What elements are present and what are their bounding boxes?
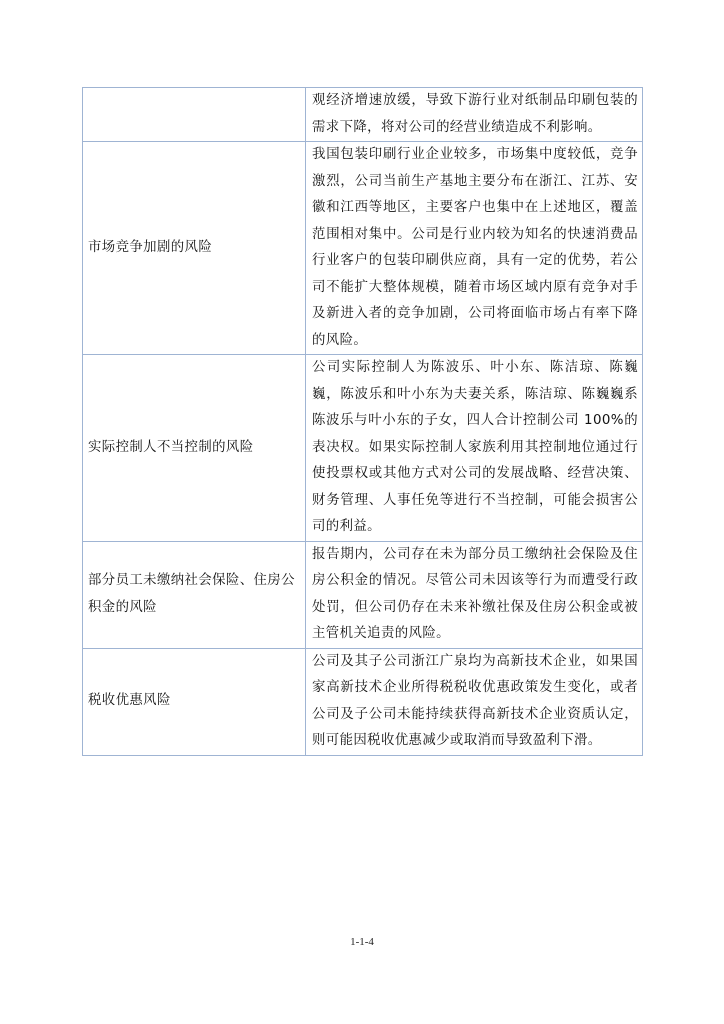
risk-name-cell: 实际控制人不当控制的风险	[83, 355, 306, 542]
page-number: 1-1-4	[350, 936, 374, 948]
table-row	[83, 541, 643, 648]
risk-description-cell: 公司实际控制人为陈波乐、叶小东、陈洁琼、陈巍巍，陈波乐和叶小东为夫妻关系，陈洁琼、陈巍巍系陈波乐与叶小东的子女，四人合计控制公司 100%的表决权。如果实际控制人家族利用其控制地位通过行使投票权或其他方式对公司的发展战略、经营决策、财务管理、人事任免等进行不当控制，可能会损害公司的利益。	[306, 355, 643, 542]
table-row	[83, 88, 643, 142]
risk-description-cell: 我国包装印刷行业企业较多，市场集中度较低，竞争激烈，公司当前生产基地主要分布在浙江、江苏、安徽和江西等地区，主要客户也集中在上述地区，覆盖范围相对集中。公司是行业内较为知名的快速消费品行业客户的包装印刷供应商，具有一定的优势，若公司不能扩大整体规模，随着市场区域内原有竞争对手及新进入者的竞争加剧，公司将面临市场占有率下降的风险。	[306, 142, 643, 355]
risk-factor-table	[82, 87, 643, 756]
risk-name-cell: 部分员工未缴纳社会保险、住房公积金的风险	[83, 541, 306, 648]
risk-description-cell: 观经济增速放缓，导致下游行业对纸制品印刷包装的需求下降，将对公司的经营业绩造成不利影响。	[306, 88, 643, 142]
table-row	[83, 355, 643, 542]
table-row	[83, 648, 643, 755]
table-row	[83, 142, 643, 355]
risk-name-cell	[83, 88, 306, 142]
risk-name-cell: 税收优惠风险	[83, 648, 306, 755]
risk-name-cell: 市场竞争加剧的风险	[83, 142, 306, 355]
risk-description-cell: 公司及其子公司浙江广泉均为高新技术企业，如果国家高新技术企业所得税税收优惠政策发生变化，或者公司及子公司未能持续获得高新技术企业资质认定，则可能因税收优惠减少或取消而导致盈利下滑。	[306, 648, 643, 755]
risk-description-cell: 报告期内，公司存在未为部分员工缴纳社会保险及住房公积金的情况。尽管公司未因该等行为而遭受行政处罚，但公司仍存在未来补缴社保及住房公积金或被主管机关追责的风险。	[306, 541, 643, 648]
